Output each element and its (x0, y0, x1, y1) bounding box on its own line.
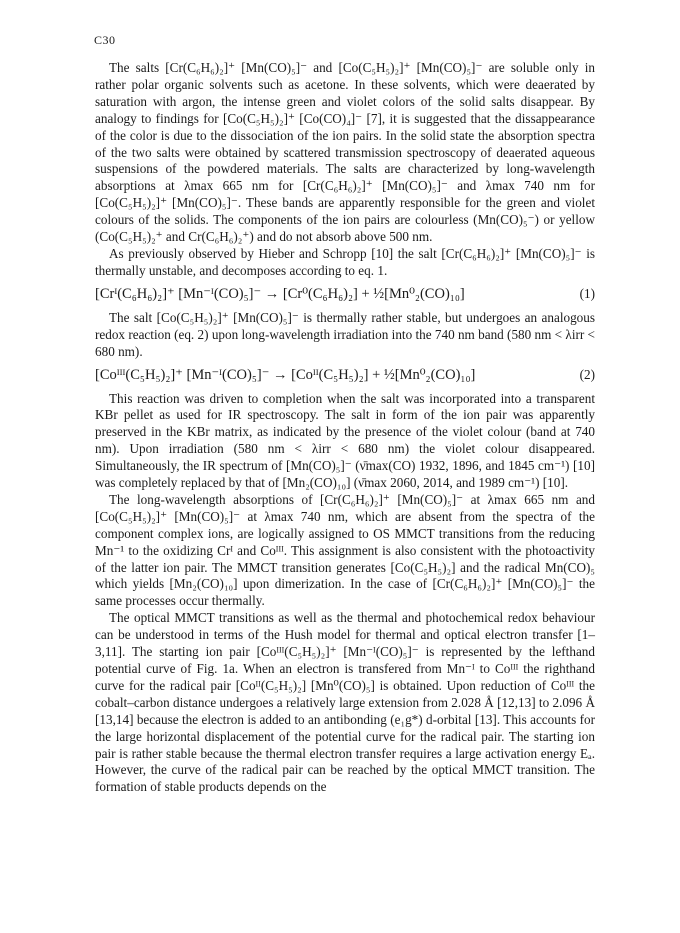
page-number: C30 (94, 33, 116, 47)
article-body (95, 60, 595, 796)
paragraph-6: The optical MMCT transitions as well as the thermal and photochemical redox behaviour can be understood in terms of the Hush model for thermal and optical electron transfer [1–3,11]. The starting ion pair [Coᴵᴵᴵ(C₅H₅)₂]⁺ [Mn⁻ᴵ(CO)₅]⁻ is represented by the lefthand potential curve of Fig. 1a. When an electron is transfered from Mn⁻ᴵ to Coᴵᴵᴵ the righthand curve for the radical pair [Coᴵᴵ(C₅H₅)₂] [Mn⁰(CO)₅] is obtained. Upon reduction of Coᴵᴵᴵ the cobalt–carbon distance undergoes a relatively large extension from 2.028 Å [12,13] to 2.096 Å [13,14] because the electron is added to an antibonding (e₁g*) d-orbital [13]. This accounts for the large horizontal displacement of the potential curve for the radical pair. The starting ion pair is rather stable because the thermal electron transfer requires a large activation energy Eₐ. However, the curve of the radical pair can be reached by the optical MMCT transition. The formation of stable products depends on the (95, 610, 595, 795)
equation-1 (95, 282, 595, 307)
paragraph-3: The salt [Co(C₅H₅)₂]⁺ [Mn(CO)₅]⁻ is thermally rather stable, but undergoes an analogous redox reaction (eq. 2) upon long-wavelength irradiation into the 740 nm band (580 nm < λirr < 680 nm). (95, 309, 595, 359)
equation-2 (95, 363, 595, 388)
equation-1-number: (1) (579, 285, 595, 301)
paragraph-4: This reaction was driven to completion when the salt was incorporated into a transparent KBr pellet as used for IR spectroscopy. The salt in form of the ion pair was apparently preserved in the KBr matrix, as indicated by the presence of the violet colour (band at 740 nm). Upon irradiation (580 nm < λirr < 680 nm) the violet colour disappeared. Simultaneously, the IR spectrum of [Mn(CO)₅]⁻ (ν̄max(CO) 1932, 1896, and 1845 cm⁻¹) [10] was completely replaced by that of [Mn₂(CO)₁₀] (ν̄max 2060, 2014, and 1989 cm⁻¹) [10]. (95, 390, 595, 491)
paragraph-5: The long-wavelength absorptions of [Cr(C₆H₆)₂]⁺ [Mn(CO)₅]⁻ at λmax 665 nm and [Co(C₅H₅)₂]⁺ [Mn(CO)₅]⁻ at λmax 740 nm, which are absent from the spectra of the component complex ions, are logically assigned to OS MMCT transitions from the reducing Mn⁻¹ to the oxidizing Crᴵ and Coᴵᴵᴵ. This assignment is also consistent with the photoactivity of the latter ion pair. The MMCT transition generates [Co(C₅H₅)₂] and the radical Mn(CO)₅ which yields [Mn₂(CO)₁₀] upon dimerization. In the case of [Cr(C₆H₆)₂]⁺ [Mn(CO)₅]⁻ the same processes occur thermally. (95, 491, 595, 609)
equation-2-text: [Coᴵᴵᴵ(C₅H₅)₂]⁺ [Mn⁻ᴵ(CO)₅]⁻ → [Coᴵᴵ(C₅H₅)₂] + ½[Mn⁰₂(CO)₁₀] (95, 366, 476, 383)
equation-1-text: [Crᴵ(C₆H₆)₂]⁺ [Mn⁻ᴵ(CO)₅]⁻ → [Cr⁰(C₆H₆)₂] + ½[Mn⁰₂(CO)₁₀] (95, 285, 465, 302)
paragraph-1: The salts [Cr(C₆H₆)₂]⁺ [Mn(CO)₅]⁻ and [Co(C₅H₅)₂]⁺ [Mn(CO)₅]⁻ are soluble only in rather polar organic solvents such as acetone. In these solvents, which were deaerated by saturation with argon, the intense green and violet colors of the solid salts disappear. By analogy to findings for [Co(C₅H₅)₂]⁺ [Co(CO)₄]⁻ [7], it is suggested that the dissappearance of the color is due to the dissociation of the ion pairs. In the solid state the absorption spectra of the two salts were obtained by scattered transmission spectroscopy of deaerated aqueous suspensions of the powdered materials. The salts are characterized by long-wavelength absorptions at λmax 665 nm for [Cr(C₆H₆)₂]⁺ [Mn(CO)₅]⁻ and λmax 740 nm for [Co(C₅H₅)₂]⁺ [Mn(CO)₅]⁻. These bands are apparently responsible for the green and violet colours of the solids. The components of the ion pairs are colourless (Mn(CO)₅⁻) or yellow (Co(C₅H₅)₂⁺ and Cr(C₆H₆)₂⁺) and do not absorb above 500 nm. (95, 60, 595, 245)
paragraph-2: As previously observed by Hieber and Schropp [10] the salt [Cr(C₆H₆)₂]⁺ [Mn(CO)₅]⁻ is thermally unstable, and decomposes according to eq. 1. (95, 245, 595, 278)
equation-2-number: (2) (579, 366, 595, 382)
